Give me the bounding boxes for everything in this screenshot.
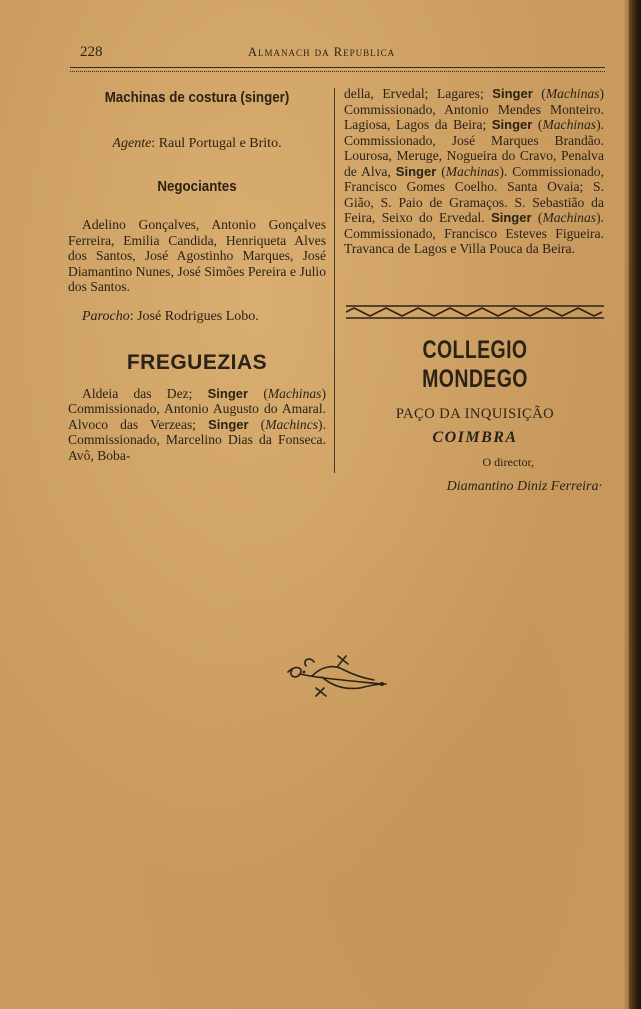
advert-name: COLLEGIO MONDEGO [422, 336, 528, 393]
singer-label: Singer [491, 117, 533, 132]
negociantes-paragraph: Adelino Gonçalves, Antonio Gonçalves Ferreira, Emilia Candida, Henriqueta Alves dos Santos, José Agostinho Marques, José Diamantino Nunes, José Simões Pereira e Julio dos Santos. [68, 217, 326, 294]
machinas-italic: Machincs [265, 416, 319, 432]
text-run: ( [248, 416, 266, 432]
collegio-advert [346, 336, 604, 495]
singer-label: Singer [491, 210, 532, 225]
section-title-machinas: Machinas de costura (singer) [104, 90, 290, 106]
advert-address: PAÇO DA INQUISIÇÃO [395, 406, 555, 422]
freguezias-paragraph [68, 386, 326, 464]
text-run: ). Commissionado, Francisco Esteves Figueira. Travanca de Lagos e Villa Pouca da Beira. [344, 210, 604, 256]
freguezias-title: FREGUEZIAS [126, 350, 268, 374]
advert-person: Diamantino Diniz Ferreira· [446, 479, 602, 494]
text-run: ( [531, 210, 543, 225]
text-run: ). Commissionado, Francisco Gomes Coelho. Santa Ovaia; S. Gião, S. Paio de Gramaços. S. Sebastião da Feira, Seixo do Ervedal. [344, 163, 604, 225]
book-spine [629, 0, 641, 1009]
parocho-line [68, 309, 326, 325]
agent-sep: : [151, 136, 159, 151]
machinas-italic: Machinas [545, 86, 600, 101]
zigzag-ornament-rule [346, 304, 604, 320]
machinas-italic: Machinas [542, 210, 597, 225]
freguezias-continuation [344, 86, 604, 257]
text-run: ( [248, 385, 268, 401]
text-run: ). Commissionado, Marcelino Dias da Fonseca. Avô, Boba- [68, 416, 326, 463]
floral-flourish-icon [282, 650, 392, 700]
column-divider [334, 88, 335, 473]
advert-city: COIMBRA [432, 429, 518, 446]
agent-value: Raul Portugal e Brito. [158, 136, 282, 151]
parocho-label: Parocho [82, 308, 130, 324]
text-run: ) Commissionado, Antonio Augusto do Amaral. Alvoco das Verzeas; [68, 385, 326, 432]
text-run: ( [532, 117, 543, 132]
text-run: ( [532, 86, 546, 101]
page-number: 228 [80, 44, 103, 60]
section-title-negociantes: Negociantes [157, 179, 237, 195]
left-column [68, 86, 326, 463]
page-header [80, 44, 604, 66]
singer-label: Singer [395, 163, 437, 179]
right-column [344, 86, 604, 257]
text-run: Aldeia das Dez; [82, 385, 208, 401]
text-run: ) Commissionado, Antonio Mendes Monteiro. Lagiosa, Lagos da Beira; [344, 86, 604, 132]
machinas-italic: Machinas [445, 163, 500, 179]
text-run: della, Ervedal; Lagares; [344, 86, 493, 101]
machinas-italic: Machinas [267, 385, 322, 401]
running-head: Almanach da Republica [248, 45, 396, 59]
advert-role: O director, [482, 455, 534, 469]
singer-label: Singer [207, 385, 249, 401]
parocho-sep: : [129, 308, 138, 324]
singer-label: Singer [208, 416, 249, 432]
machinas-italic: Machinas [542, 117, 597, 132]
text-run: ( [436, 163, 446, 179]
parocho-value: José Rodrigues Lobo. [137, 308, 259, 324]
agent-line [68, 136, 326, 152]
agent-label: Agente [112, 136, 152, 151]
singer-label: Singer [492, 86, 533, 101]
text-run: ). Commissionado, José Marques Brandão. Lourosa, Meruge, Nogueira do Cravo, Penalva de Alva, [344, 117, 604, 179]
header-rule [70, 67, 605, 72]
